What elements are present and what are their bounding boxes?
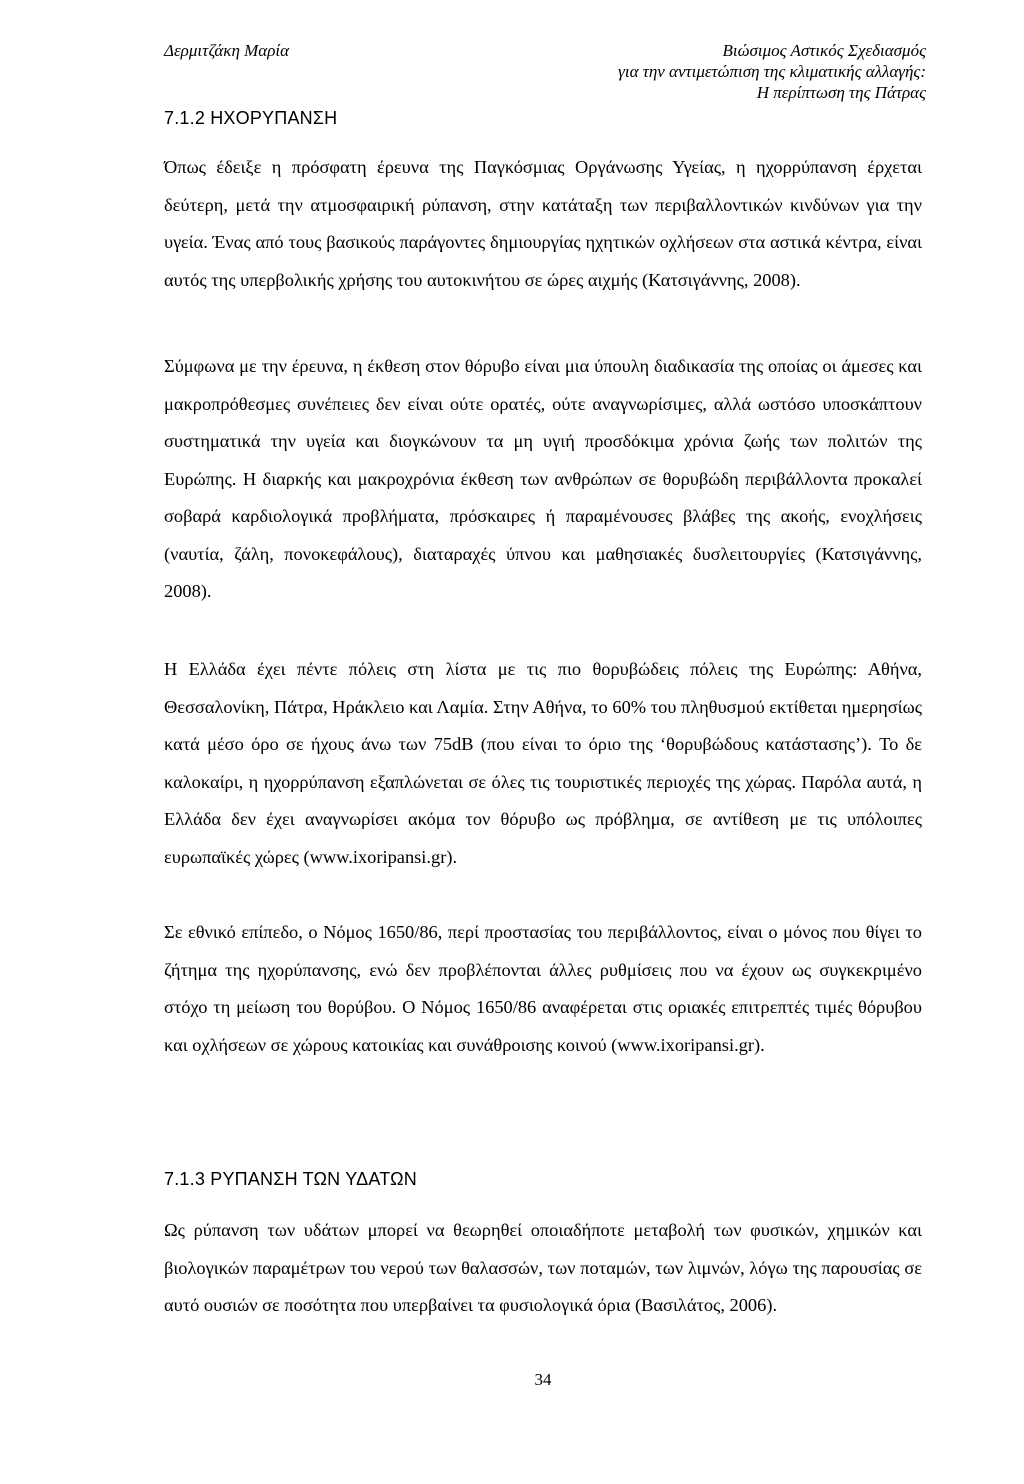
section-heading-water-pollution: 7.1.3 ΡΥΠΑΝΣΗ ΤΩΝ ΥΔΑΤΩΝ — [164, 1169, 417, 1189]
header-title-line-2: για την αντιμετώπιση της κλιματικής αλλαγής: — [618, 62, 926, 81]
paragraph-greece-noisy-cities: Η Ελλάδα έχει πέντε πόλεις στη λίστα με τις πιο θορυβώδεις πόλεις της Ευρώπης: Αθήνα, Θεσσαλονίκη, Πάτρα, Ηράκλειο και Λαμία. Στην Αθήνα, το 60% του πληθυσμού εκτίθεται ημερησίως κατά μέσο όρο σε ήχους άνω των 75dB (που είναι το όριο της ‘θορυβώδους κατάστασης’). Το δε καλοκαίρι, η ηχορρύπανση εξαπλώνεται σε όλες τις τουριστικές περιοχές της χώρας. Παρόλα αυτά, η Ελλάδα δεν έχει αναγνωρίσει ακόμα τον θόρυβο ως πρόβλημα, σε αντίθεση με τις υπόλοιπες ευρωπαϊκές χώρες (www.ixoripansi.gr). — [164, 659, 922, 867]
paragraph-water-pollution-definition: Ως ρύπανση των υδάτων μπορεί να θεωρηθεί οποιαδήποτε μεταβολή των φυσικών, χημικών και βιολογικών παραμέτρων του νερού των θαλασσών, των ποταμών, των λιμνών, λόγω της παρουσίας σε αυτό ουσιών σε ποσότητα που υπερβαίνει τα φυσιολογικά όρια (Βασιλάτος, 2006). — [164, 1220, 922, 1315]
header-title-line-1: Βιώσιμος Αστικός Σχεδιασμός — [722, 41, 926, 60]
paragraph-noise-who-research: Όπως έδειξε η πρόσφατη έρευνα της Παγκόσμιας Οργάνωσης Υγείας, η ηχορρύπανση έρχεται δεύτερη, μετά την ατμοσφαιρική ρύπανση, στην κατάταξη των περιβαλλοντικών κινδύνων για την υγεία. Ένας από τους βασικούς παράγοντες δημιουργίας ηχητικών οχλήσεων στα αστικά κέντρα, είναι αυτός της υπερβολικής χρήσης του αυτοκινήτου σε ώρες αιχμής (Κατσιγάννης, 2008). — [164, 157, 922, 290]
header-title-line-3: Η περίπτωση της Πάτρας — [756, 83, 926, 102]
paragraph-noise-health-effects: Σύμφωνα με την έρευνα, η έκθεση στον θόρυβο είναι μια ύπουλη διαδικασία της οποίας οι άμεσες και μακροπρόθεσμες συνέπειες δεν είναι ούτε ορατές, ούτε αναγνωρίσιμες, αλλά ωστόσο υποσκάπτουν συστηματικά την υγεία και διογκώνουν τα μη υγιή προσδόκιμα χρόνια ζωής των πολιτών της Ευρώπης. Η διαρκής και μακροχρόνια έκθεση των ανθρώπων σε θορυβώδη περιβάλλοντα προκαλεί σοβαρά καρδιολογικά προβλήματα, πρόσκαιρες ή παραμένουσες βλάβες της ακοής, ενοχλήσεις (ναυτία, ζάλη, πονοκεφάλους), διαταραχές ύπνου και μαθησιακές δυσλειτουργίες (Κατσιγάννης, 2008). — [164, 356, 922, 601]
section-heading-noise-pollution: 7.1.2 ΗΧΟΡΥΠΑΝΣΗ — [164, 108, 338, 128]
page-number: 34 — [534, 1370, 552, 1389]
header-author: Δερμιτζάκη Μαρία — [164, 41, 290, 60]
paragraph-national-law: Σε εθνικό επίπεδο, ο Νόμος 1650/86, περί προστασίας του περιβάλλοντος, είναι ο μόνος που θίγει το ζήτημα της ηχορύπανσης, ενώ δεν προβλέπονται άλλες ρυθμίσεις που να έχουν ως συγκεκριμένο στόχο τη μείωση του θορύβου. Ο Νόμος 1650/86 αναφέρεται στις οριακές επιτρεπτές τιμές θόρυβου και οχλήσεων σε χώρους κατοικίας και συνάθροισης κοινού (www.ixoripansi.gr). — [164, 922, 922, 1055]
header-document-title — [618, 40, 926, 103]
